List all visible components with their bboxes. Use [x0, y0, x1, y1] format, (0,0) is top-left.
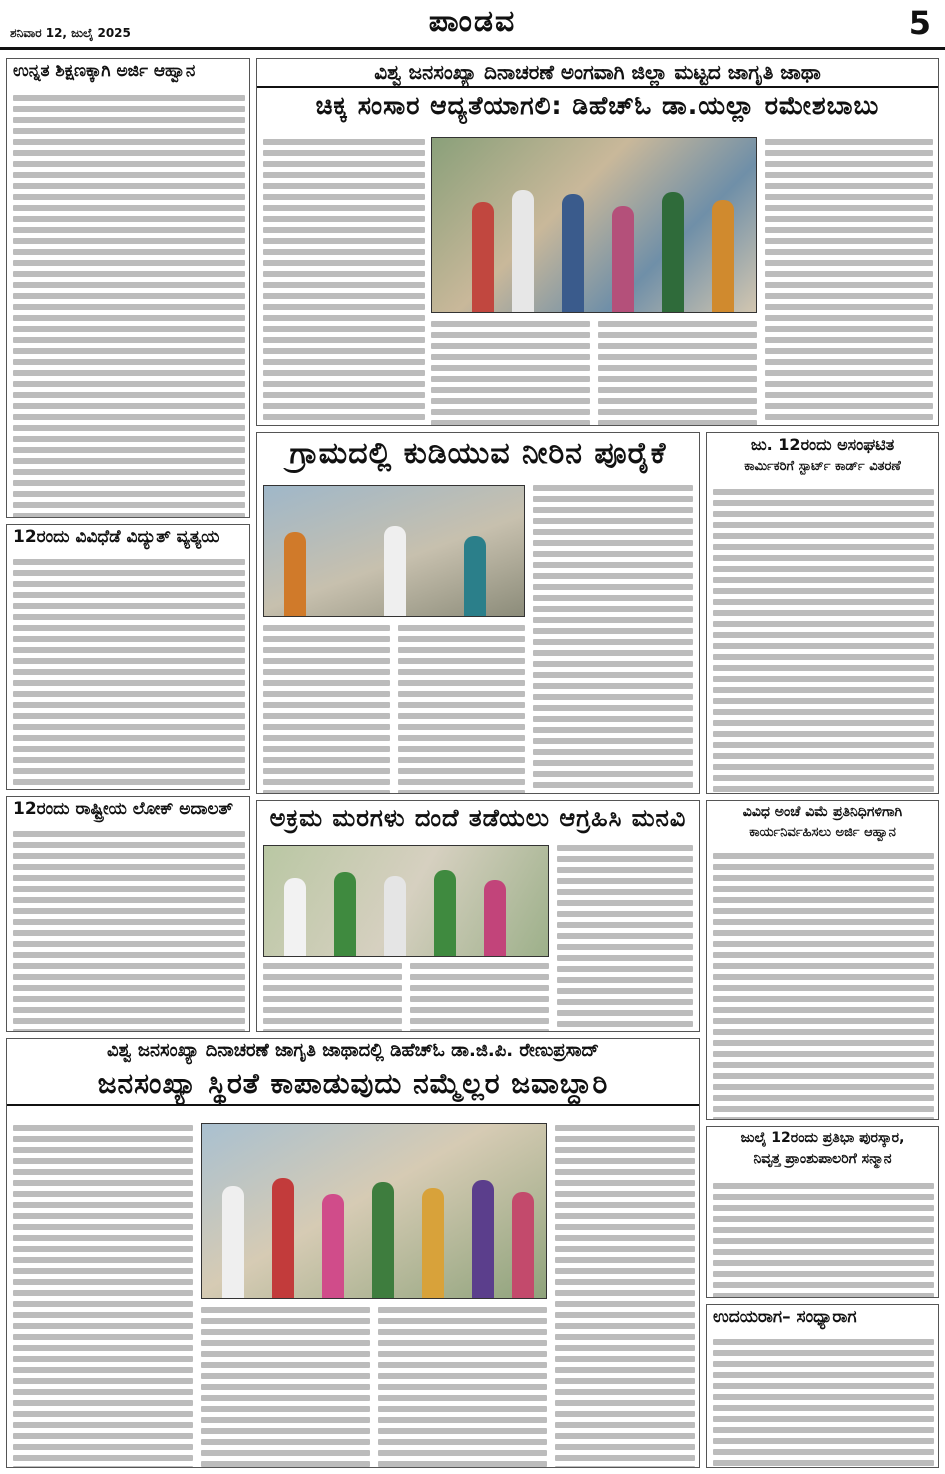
petition-photo [263, 845, 549, 957]
story-headline: ಚಿಕ್ಕ ಸಂಸಾರ ಆದ್ಯತೆಯಾಗಲಿ: ಡಿಹೆಚ್‌ಓ ಡಾ.ಯಲ್ಲಾ ರಮೇಶಬಾಬು [315, 91, 880, 120]
page-number: 5 [908, 4, 931, 42]
story-body-col-2 [431, 321, 757, 426]
story-subhead: ಕಾರ್ಮಿಕರಿಗೆ ಸ್ಟಾರ್ಟ್ ಕಾರ್ಡ್ ವಿತರಣೆ [744, 459, 901, 475]
story-body-col-2 [201, 1307, 547, 1468]
story-body-col-1 [13, 1125, 193, 1468]
story-body-col-1 [263, 963, 549, 1032]
newspaper-title: ಪಾಂಡವ [428, 4, 517, 39]
masthead [0, 0, 945, 50]
story-headline: ಉನ್ನತ ಶಿಕ್ಷಣಕ್ಕಾಗಿ ಅರ್ಜಿ ಆಹ್ವಾನ [13, 61, 196, 81]
story-headline: ಜುಲೈ 12ರಂದು ಪ್ರತಿಭಾ ಪುರಸ್ಕಾರ, [740, 1130, 905, 1146]
story-kicker: ವಿಶ್ವ ಜನಸಂಖ್ಯಾ ದಿನಾಚರಣೆ ಅಂಗವಾಗಿ ಜಿಲ್ಲಾ ಮಟ್ಟದ ಜಾಗೃತಿ ಜಾಥಾ [257, 59, 938, 88]
story-body-col-1 [263, 139, 425, 426]
story-body [13, 559, 245, 790]
awareness-rally-photo [201, 1123, 547, 1299]
story-body-col-3 [555, 1125, 695, 1468]
story-headline: ಜು. 12ರಂದು ಅಸಂಘಟಿತ [750, 435, 895, 454]
story-illegal-trees [256, 800, 700, 1032]
story-body [13, 831, 245, 1032]
story-headline: ಜನಸಂಖ್ಯಾ ಸ್ಥಿರತೆ ಕಾಪಾಡುವುದು ನಮ್ಮೆಲ್ಲರ ಜವಾಬ್ದಾರಿ [7, 1064, 699, 1106]
story-body-col-2 [557, 845, 693, 1032]
story-starter-card [706, 432, 939, 794]
water-supply-photo [263, 485, 525, 617]
story-body [713, 853, 934, 1120]
story-body-col-3 [765, 139, 933, 426]
story-body [713, 1339, 934, 1468]
story-headline: ಉದಯರಾಗ– ಸಂಧ್ಯಾರಾಗ [713, 1307, 857, 1327]
story-lok-adalat [6, 796, 250, 1032]
rally-photo [431, 137, 757, 313]
story-kicker: ವಿಶ್ವ ಜನಸಂಖ್ಯಾ ದಿನಾಚರಣೆ ಜಾಗೃತಿ ಜಾಥಾದಲ್ಲಿ ಡಿಹೆಚ್‌ಓ ಡಾ.ಜಿ.ಪಿ. ರೇಣುಪ್ರಸಾದ್ [106, 1040, 600, 1061]
story-headline: ಗ್ರಾಮದಲ್ಲಿ ಕುಡಿಯುವ ನೀರಿನ ಪೂರೈಕೆ [289, 436, 667, 471]
story-headline: 12ರಂದು ವಿವಿಧೆಡೆ ವಿದ್ಯುತ್ ವ್ಯತ್ಯಯ [13, 527, 220, 547]
story-body [13, 95, 245, 518]
story-body [713, 489, 934, 794]
story-body-col-1 [263, 625, 525, 794]
story-population-day-top [256, 58, 939, 426]
story-population-day-bottom [6, 1038, 700, 1468]
story-headline: 12ರಂದು ರಾಷ್ಟ್ರೀಯ ಲೋಕ್ ಅದಾಲತ್ [13, 799, 234, 819]
story-higher-education [6, 58, 250, 518]
story-power-cut [6, 524, 250, 790]
story-body [713, 1183, 934, 1298]
story-headline: ಅಕ್ರಮ ಮರಗಳು ದಂದೆ ತಡೆಯಲು ಆಗ್ರಹಿಸಿ ಮನವಿ [269, 804, 687, 832]
story-subhead: ಕಾರ್ಯನಿರ್ವಹಿಸಲು ಅರ್ಜಿ ಆಹ್ವಾನ [749, 825, 896, 841]
issue-date: ಶನಿವಾರ 12, ಜುಲೈ 2025 [10, 26, 131, 40]
story-drinking-water [256, 432, 700, 794]
story-headline: ವಿವಿಧ ಅಂಚೆ ವಿಮೆ ಪ್ರತಿನಿಧಿಗಳಿಗಾಗಿ [742, 804, 903, 820]
story-body-col-2 [533, 485, 693, 794]
story-talent-award [706, 1126, 939, 1298]
story-subhead: ನಿವೃತ್ತ ಪ್ರಾಂಶುಪಾಲರಿಗೆ ಸನ್ಮಾನ [753, 1151, 892, 1168]
story-udayaraga [706, 1304, 939, 1468]
story-insurance-agents [706, 800, 939, 1120]
